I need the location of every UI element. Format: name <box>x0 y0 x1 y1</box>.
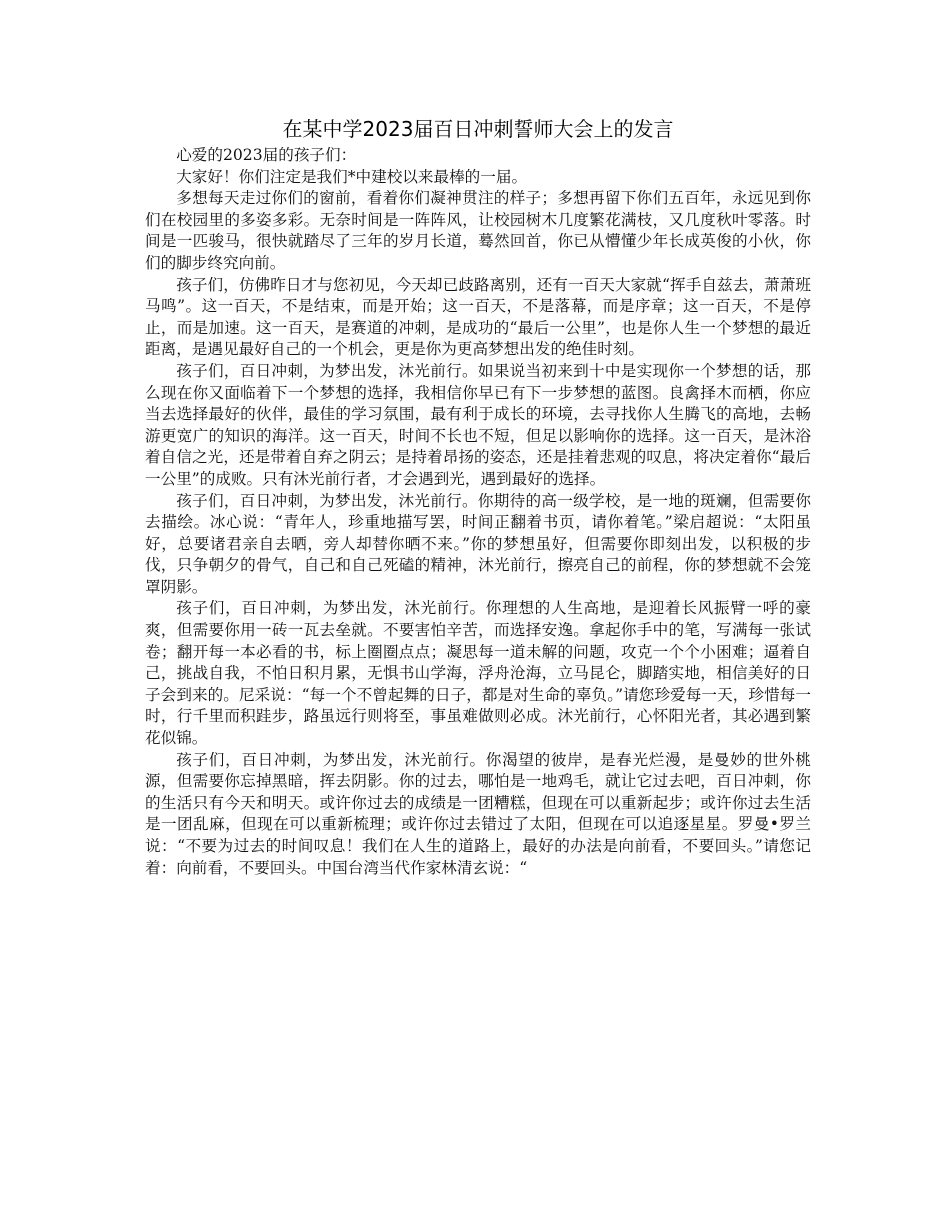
body-paragraph: 孩子们，百日冲刺，为梦出发，沐光前行。你期待的高一级学校，是一地的斑斓，但需要你去描绘。冰心说：“青年人，珍重地描写罢，时间正翻着书页，请你着笔。”梁启超说：“太阳虽好，总要诸君亲自去晒，旁人却替你晒不来。”你的梦想虽好，但需要你即刻出发，以积极的步伐，只争朝夕的骨气，自己和自己死磕的精神，沐光前行，擦亮自己的前程，你的梦想就不会笼罩阴影。 <box>145 491 811 596</box>
body-paragraph: 孩子们，百日冲刺，为梦出发，沐光前行。如果说当初来到十中是实现你一个梦想的话，那么现在你又面临着下一个梦想的选择，我相信你早已有下一步梦想的蓝图。良禽择木而栖，你应当去选择最好的伙伴，最佳的学习氛围，最有利于成长的环境，去寻找你人生腾飞的高地，去畅游更宽广的知识的海洋。这一百天，时间不长也不短，但足以影响你的选择。这一百天，是沐浴着自信之光，还是带着自弃之阴云；是持着昂扬的姿态，还是挂着悲观的叹息，将决定着你“最后一公里”的成败。只有沐光前行者，才会遇到光，遇到最好的选择。 <box>145 361 811 488</box>
document-title: 在某中学2023届百日冲刺誓师大会上的发言 <box>282 117 674 141</box>
body-paragraph: 多想每天走过你们的窗前，看着你们凝神贯注的样子；多想再留下你们五百年，永远见到你们在校园里的多姿多彩。无奈时间是一阵阵风，让校园树木几度繁花满枝，又几度秋叶零落。时间是一匹骏马，很快就踏尽了三年的岁月长道，蓦然回首，你已从懵懂少年长成英俊的小伙，你们的脚步终究向前。 <box>145 189 811 272</box>
document-body <box>145 114 811 879</box>
body-paragraph: 孩子们，百日冲刺，为梦出发，沐光前行。你渴望的彼岸，是春光烂漫，是曼妙的世外桃源，但需要你忘掉黑暗，挥去阴影。你的过去，哪怕是一地鸡毛，就让它过去吧，百日冲刺，你的生活只有今天和明天。或许你过去的成绩是一团糟糕，但现在可以重新起步；或许你过去生活是一团乱麻，但现在可以重新梳理；或许你过去错过了太阳，但现在可以追逐星星。罗曼•罗兰说：“不要为过去的时间叹息！我们在人生的道路上，最好的办法是向前看，不要回头。”请您记着：向前看，不要回头。中国台湾当代作家林清玄说：“ <box>145 750 811 877</box>
greeting-paragraph: 大家好！你们注定是我们*中建校以来最棒的一届。 <box>176 167 528 186</box>
body-paragraph: 孩子们，百日冲刺，为梦出发，沐光前行。你理想的人生高地，是迎着长风振臂一呼的豪爽，但需要你用一砖一瓦去垒就。不要害怕辛苦，而选择安逸。拿起你手中的笔，写满每一张试卷；翻开每一本必看的书，标上圈圈点点；凝思每一道未解的问题，攻克一个个小困难；逼着自己，挑战自我，不怕日积月累，无惧书山学海，浮舟沧海，立马昆仑，脚踏实地，相信美好的日子会到来的。尼采说：“每一个不曾起舞的日子，都是对生命的辜负。”请您珍爱每一天，珍惜每一时，行千里而积跬步，路虽远行则将至，事虽难做则必成。沐光前行，心怀阳光者，其必遇到繁花似锦。 <box>145 599 811 748</box>
salutation: 心爱的2023届的孩子们： <box>176 146 357 164</box>
body-paragraph: 孩子们，仿佛昨日才与您初见，今天却已歧路离别，还有一百天大家就“挥手自兹去，萧萧班马鸣”。这一百天，不是结束，而是开始；这一百天，不是落幕，而是序章；这一百天，不是停止，而是加速。这一百天，是赛道的冲刺，是成功的“最后一公里”，也是你人生一个梦想的最近距离，是遇见最好自己的一个机会，更是你为更高梦想出发的绝佳时刻。 <box>145 275 811 359</box>
